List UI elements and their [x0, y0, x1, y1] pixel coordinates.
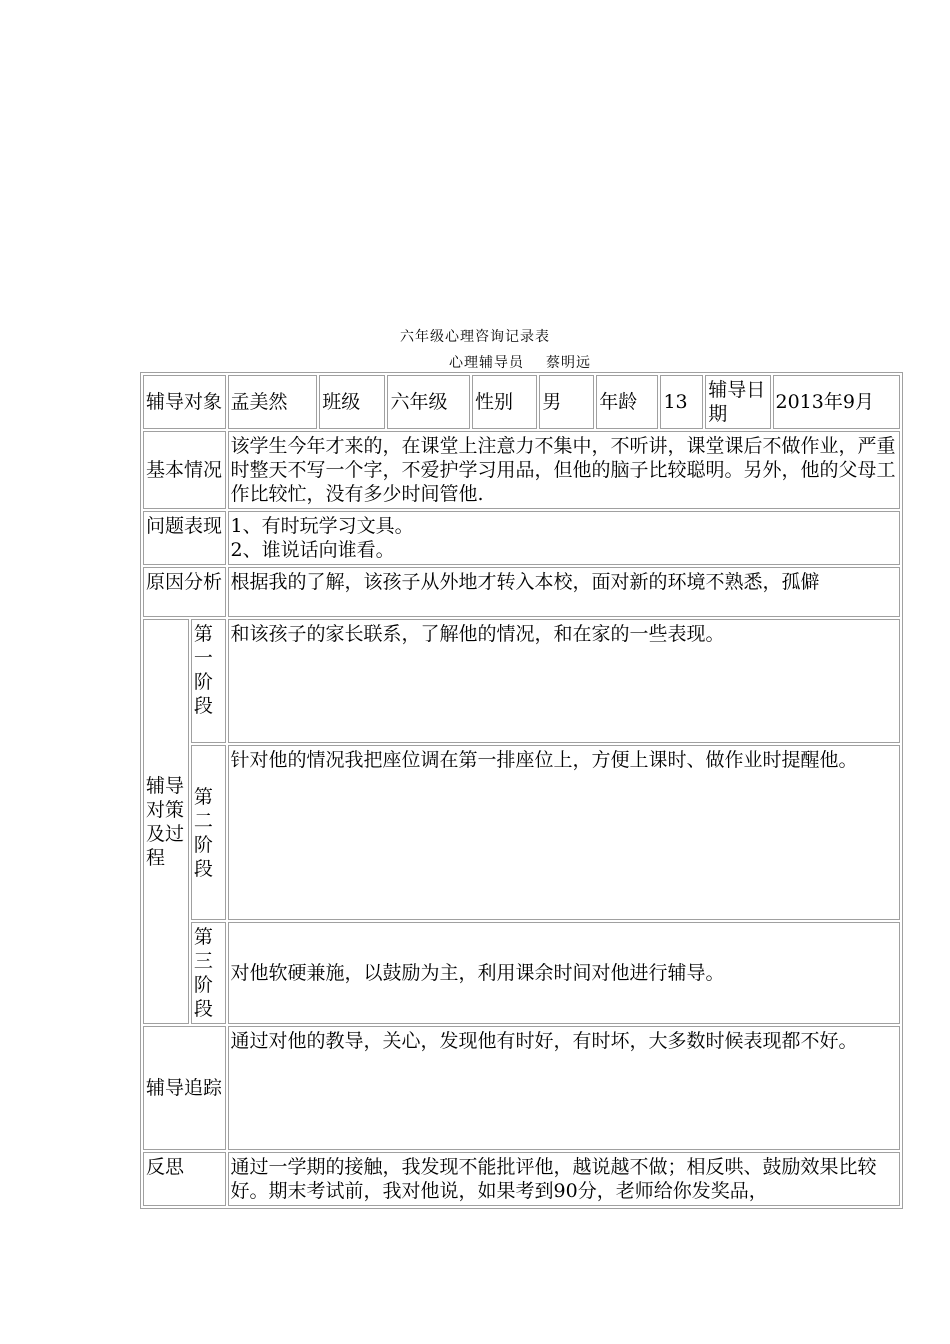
class-label: 班级 — [319, 375, 385, 429]
basic-label: 基本情况 — [143, 431, 226, 509]
page-title: 六年级心理咨询记录表 — [400, 329, 550, 345]
stage-1-label: 第一阶段 — [191, 619, 226, 743]
class-value: 六年级 — [387, 375, 470, 429]
problem-label: 问题表现 — [143, 511, 226, 565]
problem-text — [228, 511, 900, 565]
stage-2-row — [143, 745, 900, 920]
age-label: 年龄 — [596, 375, 658, 429]
stage-1-text: 和该孩子的家长联系，了解他的情况，和在家的一些表现。 — [228, 619, 900, 743]
problem-line-2: 2、谁说话向谁看。 — [230, 539, 395, 561]
problem-row — [143, 511, 900, 565]
stage-3-label: 第三阶段 — [191, 922, 226, 1024]
basic-row — [143, 431, 900, 509]
problem-line-1: 1、有时玩学习文具。 — [230, 515, 414, 537]
stage-2-label: 第二阶段 — [191, 745, 226, 920]
counselor-name: 蔡明远 — [546, 355, 591, 371]
target-label: 辅导对象 — [143, 375, 226, 429]
stage-3-row — [143, 922, 900, 1024]
strategy-label: 辅导对策及过程 — [143, 619, 189, 1024]
followup-row — [143, 1026, 900, 1150]
stage-2-text: 针对他的情况我把座位调在第一排座位上，方便上课时、做作业时提醒他。 — [228, 745, 900, 920]
basic-text: 该学生今年才来的，在课堂上注意力不集中，不听讲，课堂课后不做作业，严重时整天不写一个字，不爱护学习用品，但他的脑子比较聪明。另外，他的父母工作比较忙，没有多少时间管他. — [228, 431, 900, 509]
gender-label: 性别 — [472, 375, 537, 429]
counseling-record-table — [140, 372, 903, 1209]
gender-value: 男 — [539, 375, 594, 429]
cause-label: 原因分析 — [143, 567, 226, 617]
reflection-text: 通过一学期的接触，我发现不能批评他，越说越不做；相反哄、鼓励效果比较好。期末考试前，我对他说，如果考到90分，老师给你发奖品， — [228, 1152, 900, 1206]
followup-text: 通过对他的教导，关心，发现他有时好，有时坏，大多数时候表现都不好。 — [228, 1026, 900, 1150]
info-row — [143, 375, 900, 429]
counselor-label: 心理辅导员 — [449, 355, 524, 371]
followup-label: 辅导追踪 — [143, 1026, 226, 1150]
target-name: 孟美然 — [228, 375, 318, 429]
cause-row — [143, 567, 900, 617]
counselor-line — [449, 352, 591, 372]
reflection-label: 反思 — [143, 1152, 226, 1206]
date-value: 2013年9月 — [773, 375, 901, 429]
date-label: 辅导日期 — [705, 375, 770, 429]
reflection-row — [143, 1152, 900, 1206]
stage-1-row — [143, 619, 900, 743]
age-value: 13 — [660, 375, 703, 429]
cause-text: 根据我的了解，该孩子从外地才转入本校，面对新的环境不熟悉，孤僻 — [228, 567, 900, 617]
stage-3-text: 对他软硬兼施，以鼓励为主，利用课余时间对他进行辅导。 — [228, 922, 900, 1024]
